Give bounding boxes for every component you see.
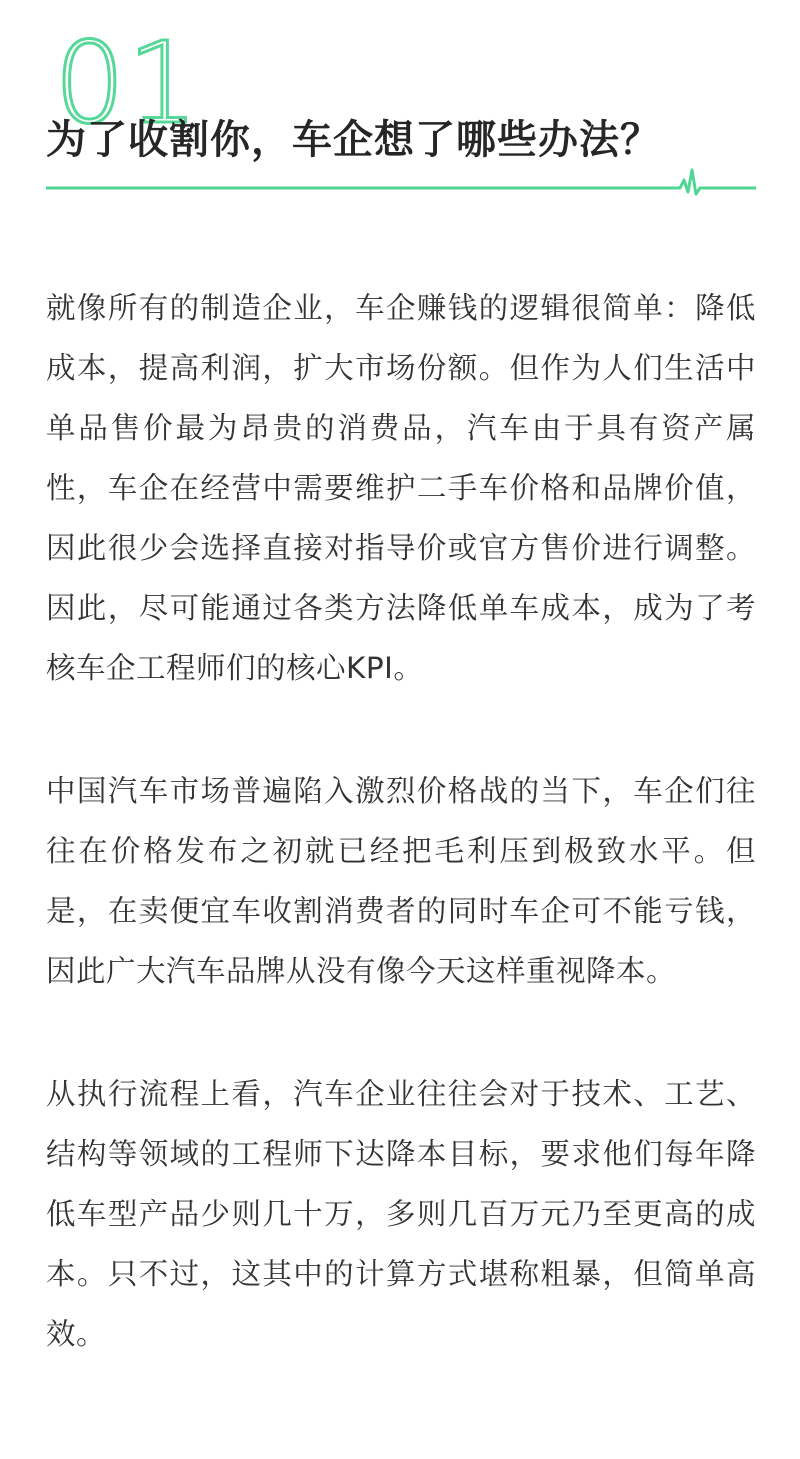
section-number: 01 <box>54 19 201 149</box>
article-body <box>46 278 756 1427</box>
paragraph-3: 从执行流程上看，汽车企业往往会对于技术、工艺、结构等领域的工程师下达降本目标，要求他们每年降低车型产品少则几十万，多则几百万元乃至更高的成本。只不过，这其中的计算方式堪称粗暴，但简单高效。 <box>46 1077 756 1351</box>
paragraph-1: 就像所有的制造企业，车企赚钱的逻辑很简单：降低成本，提高利润，扩大市场份额。但作为人们生活中单品售价最为昂贵的消费品，汽车由于具有资产属性，车企在经营中需要维护二手车价格和品牌价值，因此很少会选择直接对指导价或官方售价进行调整。因此，尽可能通过各类方法降低单车成本，成为了考核车企工程师们的核心KPI。 <box>46 291 756 685</box>
paragraph-2: 中国汽车市场普遍陷入激烈价格战的当下，车企们往往在价格发布之初就已经把毛利压到极致水平。但是，在卖便宜车收割消费者的同时车企可不能亏钱，因此广大汽车品牌从没有像今天这样重视降本。 <box>46 774 756 988</box>
page-title: 为了收割你，车企想了哪些办法？ <box>46 117 661 163</box>
section-header <box>46 19 756 198</box>
heartbeat-divider-line <box>46 166 756 196</box>
